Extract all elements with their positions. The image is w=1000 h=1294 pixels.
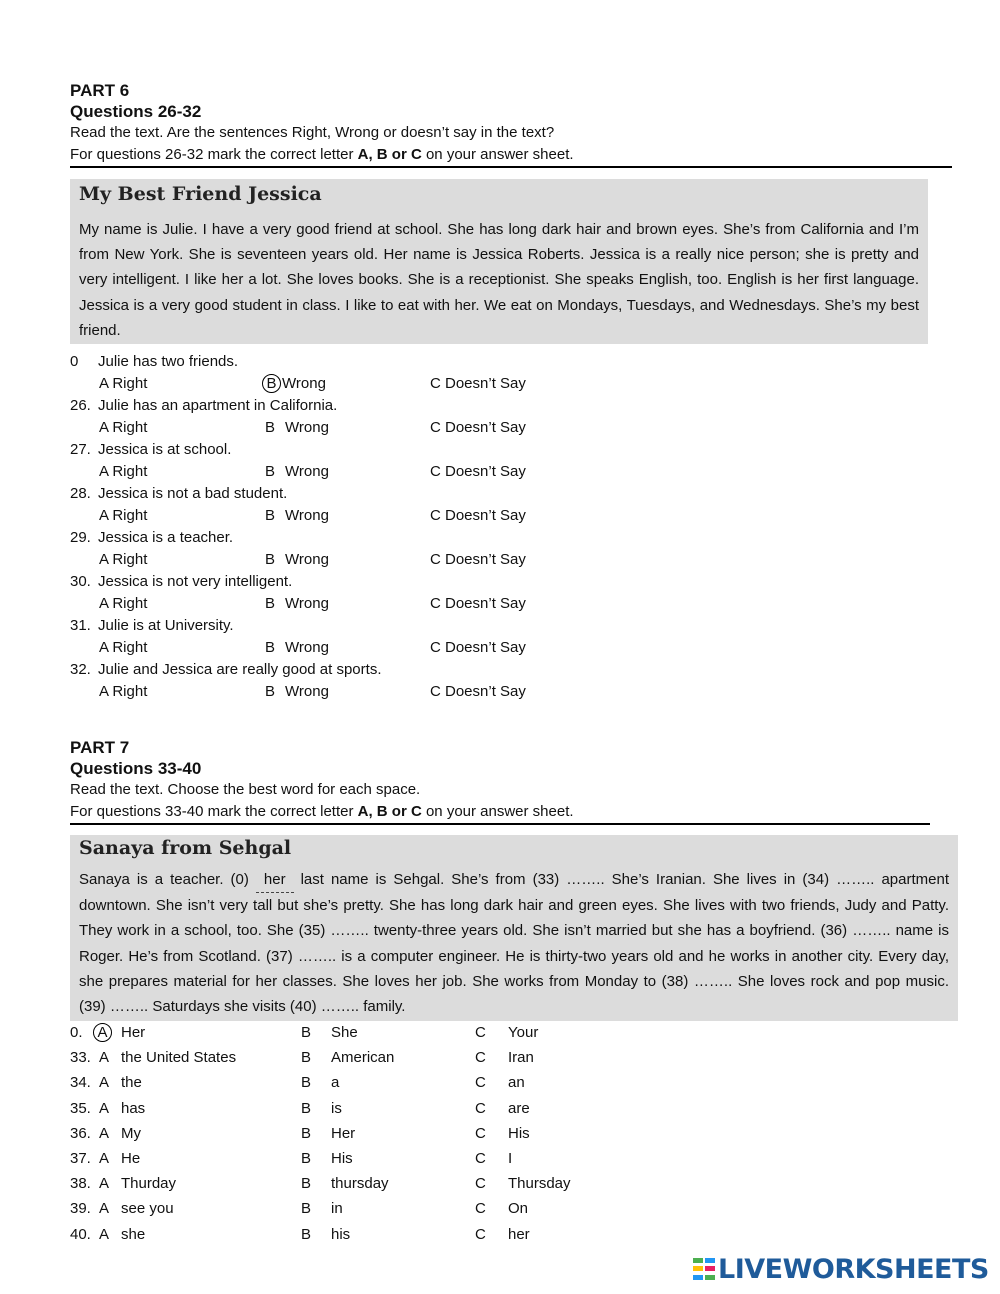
option-b-letter[interactable]: B [301,1200,312,1218]
question-number: 0. [70,1024,83,1041]
circled-answer-a[interactable]: A [93,1023,112,1042]
question-row [70,351,239,373]
part6-passage-text: My name is Julie. I have a very good friend at school. She has long dark hair and brown eyes. She’s from California and I’m from New York. She is seventeen years old. Her name is Jessica Roberts. Jessica is a really nice person; she is pretty and very intelligent. I like her a lot. She loves books. She is a receptionist. She speaks English, too. English is her first language. Jessica is a very good student in class. I like to eat with her. We eat on Mondays, Tuesdays, and Wednesdays. She’s my best friend. [79,221,919,339]
option-c-letter[interactable]: C [475,1074,486,1092]
option-b[interactable]: B Wrong [265,595,329,612]
question-number: 34. [70,1074,91,1092]
option-b[interactable]: B Wrong [265,683,329,700]
question-text: Jessica is not a bad student. [98,485,288,502]
question-number: 31. [70,617,91,634]
part6-passage [70,179,928,344]
question-row [70,615,234,637]
option-a-letter[interactable]: A [99,1049,110,1067]
option-a-text[interactable]: the United States [121,1049,237,1067]
option-c-text[interactable]: an [508,1074,525,1092]
option-c-letter[interactable]: C [475,1099,486,1117]
option-a-text[interactable]: Her [121,1024,146,1041]
option-c-letter[interactable]: C [475,1200,486,1218]
option-c-letter[interactable]: C [475,1049,486,1067]
question-number: 27. [70,441,91,458]
option-a[interactable]: A Right [99,463,148,480]
question-number: 36. [70,1124,91,1142]
option-c-text[interactable]: are [508,1099,530,1117]
option-a[interactable]: A Right [99,507,148,524]
part7-divider [70,823,930,825]
option-b-text[interactable]: is [331,1099,342,1117]
option-c-letter[interactable]: C [475,1124,486,1142]
option-b-text[interactable]: in [331,1200,343,1218]
option-b[interactable]: B Wrong [265,507,329,524]
option-b-text[interactable]: Her [331,1124,356,1142]
option-a[interactable]: A Right [99,683,148,700]
question-number: 26. [70,397,91,414]
option-a-text[interactable]: He [121,1150,141,1167]
option-a-letter[interactable]: A [99,1074,110,1092]
option-a-letter[interactable]: A [99,1175,110,1193]
question-row [70,395,338,417]
option-b-letter[interactable]: B [265,419,276,436]
option-b-text[interactable]: She [331,1024,358,1041]
question-number: 38. [70,1175,91,1193]
option-c-letter[interactable]: C [475,1150,486,1167]
option-a-letter[interactable]: A [99,1124,110,1142]
option-b-text[interactable]: American [331,1049,395,1067]
option-c[interactable]: C Doesn’t Say [430,683,526,700]
option-a-text[interactable]: she [121,1225,146,1243]
question-text: Jessica is not very intelligent. [98,573,293,590]
option-c[interactable]: C Doesn’t Say [430,463,526,480]
option-a-letter[interactable]: A [99,1099,110,1117]
question-text: Julie is at University. [98,617,234,634]
option-b-letter[interactable]: B [301,1150,312,1167]
question-text: Jessica is at school. [98,441,232,458]
question-row [70,483,288,505]
question-row [70,659,382,681]
option-b-letter[interactable]: B [301,1099,312,1117]
question-text: Julie and Jessica are really good at sports. [98,661,382,678]
option-c[interactable]: C Doesn’t Say [430,375,526,392]
option-a[interactable]: A Right [99,419,148,436]
option-a-text[interactable]: Thurday [121,1175,177,1193]
part7-questions-range: Questions 33-40 [70,759,202,778]
part6-title: PART 6 [70,81,130,100]
option-c-text[interactable]: His [508,1124,530,1142]
part6-header [70,80,574,166]
option-b-letter[interactable]: B [301,1124,312,1142]
option-b[interactable]: B Wrong [265,373,326,395]
question-number: 28. [70,485,91,502]
part6-instruction-2: For questions 26-32 mark the correct letter A, B or C on your answer sheet. [70,146,574,163]
question-number: 40. [70,1225,91,1243]
option-c-text[interactable]: Your [508,1024,539,1041]
part7-passage-title: Sanaya from Sehgal [79,837,292,859]
option-b-text[interactable]: a [331,1074,340,1092]
question-number: 39. [70,1200,91,1218]
option-b[interactable]: B Wrong [265,463,329,480]
option-b-letter[interactable]: B [301,1049,312,1067]
option-a-letter[interactable]: A [99,1150,110,1167]
option-c-text[interactable]: On [508,1200,529,1218]
option-a-letter[interactable]: A [99,1200,110,1218]
part7-passage [70,835,958,1021]
question-number: 35. [70,1099,91,1117]
option-c-text[interactable]: her [508,1225,530,1243]
option-b-letter[interactable]: B [265,551,276,568]
option-b-text[interactable]: thursday [331,1175,389,1193]
option-c[interactable]: C Doesn’t Say [430,419,526,436]
liveworksheets-logo-icon [693,1258,715,1282]
part7-instruction-2: For questions 33-40 mark the correct letter A, B or C on your answer sheet. [70,803,574,820]
option-b-letter[interactable]: B [265,507,276,524]
part6-passage-title: My Best Friend Jessica [79,183,322,205]
option-a-text[interactable]: has [121,1099,146,1117]
option-c[interactable]: C Doesn’t Say [430,507,526,524]
circled-answer-b[interactable]: B [262,374,281,393]
option-a-text[interactable]: My [121,1124,141,1142]
option-b-text[interactable]: his [331,1225,351,1243]
option-b-letter[interactable]: B [301,1225,312,1243]
option-a[interactable]: A Right [99,375,148,392]
part7-header [70,737,574,823]
option-a-text[interactable]: the [121,1074,142,1092]
part6-divider [70,166,952,168]
question-text: Julie has an apartment in California. [98,397,338,414]
option-b-letter[interactable]: B [265,639,276,656]
part7-instruction-1: Read the text. Choose the best word for each space. [70,781,421,798]
option-c-text[interactable]: Thursday [508,1175,571,1193]
liveworksheets-logo [693,1254,989,1285]
question-text: Julie has two friends. [98,353,239,370]
question-row [70,527,234,549]
option-a-letter[interactable]: A [99,1225,110,1243]
part7-title: PART 7 [70,738,130,757]
option-b-letter[interactable]: B [301,1024,312,1041]
option-b-text[interactable]: His [331,1150,353,1167]
question-number: 29. [70,529,91,546]
option-b-letter[interactable]: B [301,1175,312,1193]
question-row [70,571,293,593]
option-c[interactable]: C Doesn’t Say [430,551,526,568]
option-a[interactable]: A Right [99,639,148,656]
option-b[interactable]: B Wrong [265,639,329,656]
question-text: Jessica is a teacher. [98,529,234,546]
option-b[interactable]: B Wrong [265,551,329,568]
logo-text: LIVEWORKSHEETS [718,1254,989,1285]
option-c[interactable]: C Doesn’t Say [430,639,526,656]
question-number: 33. [70,1049,91,1067]
question-number: 32. [70,661,91,678]
option-c-letter[interactable]: C [475,1225,486,1243]
question-number: 37. [70,1150,91,1167]
part6-instruction-1: Read the text. Are the sentences Right, Wrong or doesn’t say in the text? [70,124,555,141]
option-b-letter[interactable]: B [265,595,276,612]
option-b-letter[interactable]: B [265,683,276,700]
option-a-text[interactable]: see you [121,1200,174,1218]
option-c[interactable]: C Doesn’t Say [430,595,526,612]
option-c-text[interactable]: Iran [508,1049,534,1067]
question-number: 30. [70,573,91,590]
part6-questions-range: Questions 26-32 [70,102,202,121]
option-c-letter[interactable]: C [475,1175,486,1193]
part7-passage-text: Sanaya is a teacher. (0) her last name is Sehgal. She’s from (33) …….. She’s Iranian. She lives in (34) …….. apartment downtown. She isn’t very tall but she’s pretty. She has long dark hair and green eyes. She lives with two friends, Judy and Patty. They work in a school, too. She (35) …….. twenty-three years old. She isn’t married but she has a boyfriend. (36) …….. name is Roger. He’s from Scotland. (37) …….. is a computer engineer. He is thirty-two years old and he works in another city. Every day, she prepares material for her classes. She loves her job. She works from Monday to (38) …….. She loves rock and pop music. (39) …….. Saturdays she visits (40) …….. family. [79,867,949,1019]
option-a[interactable]: A Right [99,595,148,612]
option-b-letter[interactable]: B [301,1074,312,1092]
option-a[interactable]: A Right [99,551,148,568]
example-blank-answer: her [256,867,294,893]
question-row [70,439,232,461]
option-b[interactable]: B Wrong [265,419,329,436]
option-c-text[interactable]: I [508,1150,513,1167]
option-c-letter[interactable]: C [475,1024,486,1041]
question-number: 0 [70,353,79,370]
option-b-letter[interactable]: B [265,463,276,480]
